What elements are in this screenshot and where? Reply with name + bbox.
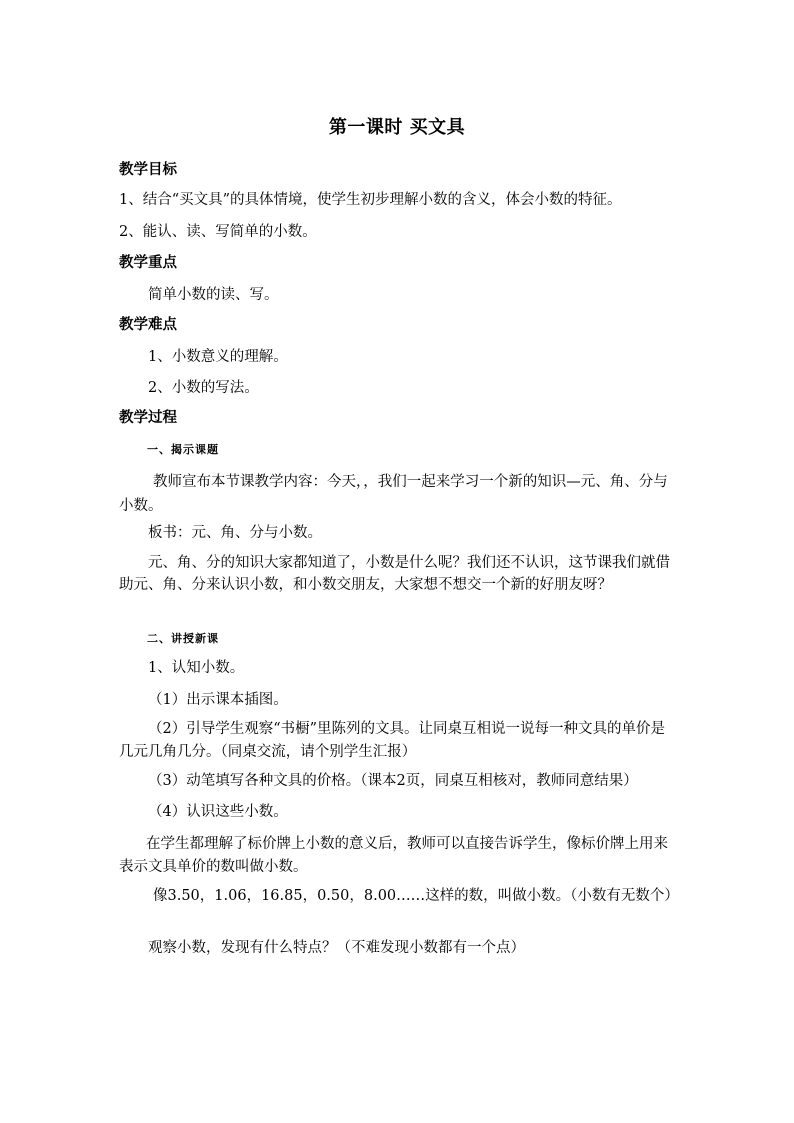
part2-paragraph-8: 观察小数，发现有什么特点？（不难发现小数都有一个点） <box>148 940 525 956</box>
section-heading-key: 教学重点 <box>119 255 177 271</box>
part2-paragraph-5: （4）认识这些小数。 <box>148 804 288 820</box>
part1-paragraph-2: 板书：元、角、分与小数。 <box>148 525 322 541</box>
section-heading-difficulty: 教学难点 <box>119 317 177 333</box>
part1-paragraph-3: 元、角、分的知识大家都知道了，小数是什么呢？我们还不认识，这节课我们就借助元、角、分来认识小数，和小数交朋友，大家想不想交一个新的好朋友呀？ <box>119 555 670 593</box>
page-title: 第一课时 买文具 <box>328 117 466 138</box>
part2-paragraph-3: （2）引导学生观察“书橱”里陈列的文具。让同桌互相说一说每一种文具的单价是几元几角几分。（同桌交流，请个别学生汇报） <box>119 721 666 760</box>
difficulty-item-2: 2、小数的写法。 <box>148 380 259 396</box>
part2-paragraph-4: （3）动笔填写各种文具的价格。（课本2页，同桌互相核对，教师同意结果） <box>148 773 638 789</box>
difficulty-item-1: 1、小数意义的理解。 <box>148 349 288 365</box>
part2-paragraph-2: （1）出示课本插图。 <box>148 692 288 708</box>
part2-paragraph-1: 1、认知小数。 <box>148 660 245 676</box>
part2-paragraph-7: 像3.50，1.06，16.85，0.50，8.00……这样的数，叫做小数。（小数有无数个） <box>153 888 679 904</box>
section-heading-process: 教学过程 <box>119 410 177 426</box>
key-item-1: 简单小数的读、写。 <box>148 287 279 303</box>
goal-item-1: 1、结合“买文具”的具体情境，使学生初步理解小数的含义，体会小数的特征。 <box>119 192 622 208</box>
part1-heading: 一、揭示课题 <box>147 443 219 456</box>
goal-item-2: 2、能认、读、写简单的小数。 <box>119 224 317 240</box>
section-heading-goals: 教学目标 <box>119 162 177 178</box>
part2-paragraph-6: 在学生都理解了标价牌上小数的意义后，教师可以直接告诉学生，像标价牌上用来表示文具单价的数叫做小数。 <box>119 836 668 875</box>
part1-paragraph-1: 教师宣布本节课教学内容：今天，，我们一起来学习一个新的知识—元、角、分与小数。 <box>119 474 668 514</box>
part2-heading: 二、讲授新课 <box>147 632 219 645</box>
